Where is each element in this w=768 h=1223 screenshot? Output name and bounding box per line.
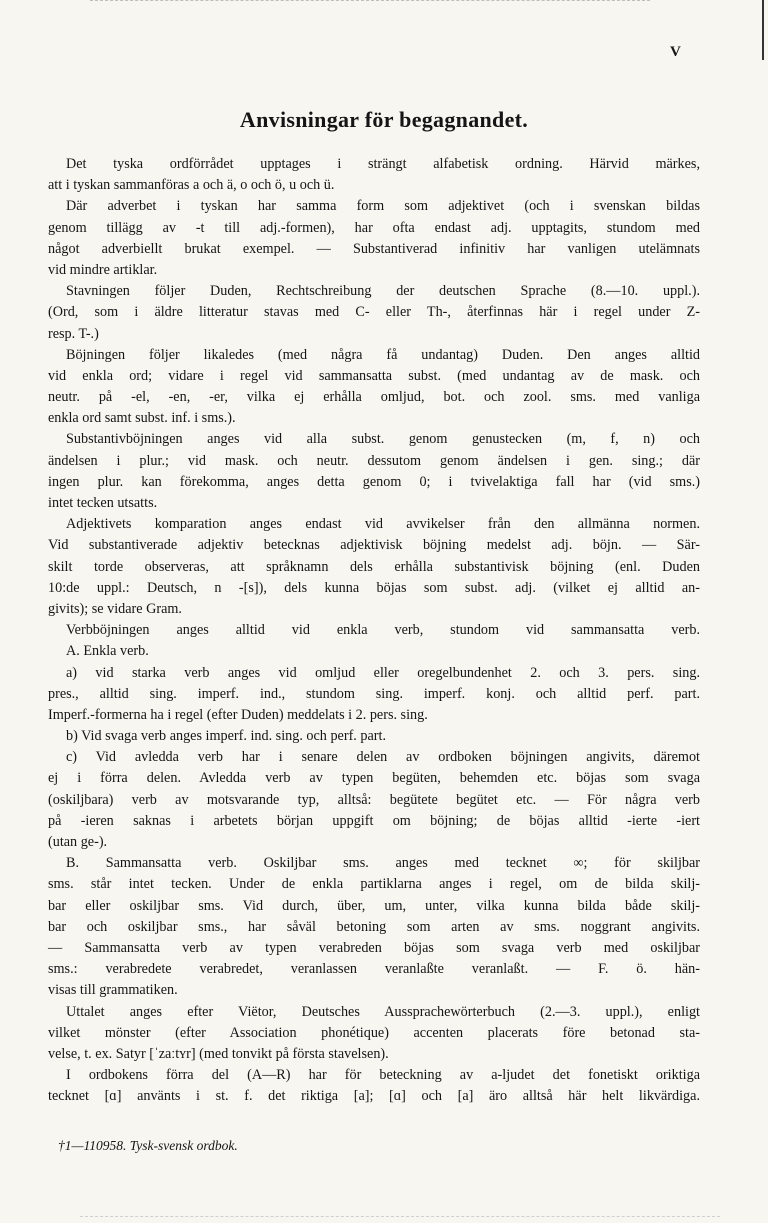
scan-edge-right (762, 0, 768, 60)
text-line: intet tecken utsatts. (48, 495, 158, 511)
text-line: Stavningen följer Duden, Rechtschreibung der deutschen Sprache (8.—10. uppl.). (66, 283, 700, 300)
text-line: ändelsen i plur.; vid mask. och neutr. dessutom genom ändelsen i gen. sing.; där (48, 452, 700, 469)
text-line: A. Enkla verb. (66, 643, 149, 660)
text-line: att i tyskan sammanföras a och ä, o och ö, u och ü. (48, 177, 335, 194)
scan-edge-bottom (80, 1216, 720, 1219)
text-line: (utan ge-). (48, 834, 108, 850)
text-line: pres., alltid sing. imperf. ind., stundom sing. imperf. konj. och alltid perf. part. (48, 685, 700, 702)
page-number: V (670, 44, 681, 60)
text-line: sms. står intet tecken. Under de enkla partiklarna anges i regel, om de bilda skilj- (48, 876, 700, 893)
print-signature: †1—110958. Tysk-svensk ordbok. (58, 1138, 238, 1153)
text-line: tecknet [ɑ] använts i st. f. det riktiga [a]; [ɑ] och [a] äro alltså här helt likvärdiga. (48, 1088, 700, 1105)
text-line: på -ieren saknas i arbetets början uppgift om böjning; de böjas alltid -ierte -iert (48, 812, 700, 829)
text-line: sms.: verabredete verabredet, veranlassen veranlaßte veranlaßt. — F. ö. hän- (48, 961, 700, 978)
text-line: bar och oskiljbar sms., har såväl betoning som arten av sms. noggrant angivits. (48, 918, 700, 935)
text-line: skilt torde observeras, att språknamn dels erhålla substantivisk böjning (enl. Duden (48, 558, 700, 575)
text-line: vid enkla ord; vidare i regel vid sammansatta subst. (med undantag av de mask. och (48, 367, 700, 384)
text-line: Vid substantiverade adjektiv betecknas adjektivisk böjning medelst adj. böjn. — Sär- (48, 537, 700, 554)
text-line: Adjektivets komparation anges endast vid avvikelser från den allmänna normen. (66, 516, 700, 533)
text-line: B. Sammansatta verb. Oskiljbar sms. anges med tecknet ∞; för skiljbar (66, 855, 700, 872)
text-line: enkla ord samt subst. inf. i sms.). (48, 410, 236, 427)
text-line: neutr. på -el, -en, -er, vilka ej erhålla omljud, bot. och zool. sms. med vanliga (48, 389, 700, 406)
text-line: Uttalet anges efter Viëtor, Deutsches Aussprachewörterbuch (2.—3. uppl.), enligt (66, 1003, 700, 1020)
text-line: genom tillägg av -t till adj.-formen), har ofta endast adj. upptagits, stundom med (48, 219, 700, 236)
text-line: 10:de uppl.: Deutsch, n -[s]), dels kunna böjas som subst. adj. (vilket ej alltid an- (48, 579, 700, 596)
text-line: något adverbiellt brukat exempel. — Substantiverad infinitiv har vanligen utelämnats (48, 240, 700, 257)
text-line: (Ord, som i äldre litteratur stavas med C- eller Th-, återfinnas här i regel under Z- (48, 304, 700, 321)
text-line: vilket mönster (efter Association phonétique) accenten placerats före betonad sta- (48, 1024, 700, 1041)
text-line: ingen plur. kan förekomma, anges detta genom 0; i tvivelaktiga fall har (vid sms.) (48, 473, 700, 490)
text-line: b) Vid svaga verb anges imperf. ind. sing. och perf. part. (66, 728, 386, 745)
text-line: a) vid starka verb anges vid omljud eller oregelbundenhet 2. och 3. pers. sing. (66, 664, 700, 681)
text-line: Imperf.-formerna ha i regel (efter Duden) meddelats i 2. pers. sing. (48, 706, 428, 723)
text-line: I ordbokens förra del (A—R) har för beteckning av a-ljudet det fonetiskt oriktiga (66, 1067, 700, 1084)
text-line: Verbböjningen anges alltid vid enkla verb, stundom vid sammansatta verb. (66, 622, 700, 639)
page-title: Anvisningar för begagnandet. (239, 107, 529, 132)
text-line: bar eller oskiljbar sms. Vid durch, über, um, unter, vilka kunna bilda både skilj- (48, 897, 700, 914)
body-text (48, 154, 700, 1107)
text-line: ej i förra delen. Avledda verb av typen begüten, behemden etc. böjas som svaga (48, 770, 700, 787)
text-line: visas till grammatiken. (48, 982, 178, 999)
text-line: Det tyska ordförrådet upptages i strängt alfabetisk ordning. Härvid märkes, (66, 156, 700, 172)
text-line: vid mindre artiklar. (48, 261, 158, 278)
text-line: Substantivböjningen anges vid alla subst. genom genustecken (m, f, n) och (66, 431, 700, 448)
text-line: — Sammansatta verb av typen verabreden böjas som svaga verb med oskiljbar (48, 939, 700, 956)
text-line: Böjningen följer likaledes (med några få undantag) Duden. Den anges alltid (66, 346, 700, 363)
text-line: c) Vid avledda verb har i senare delen av ordboken böjningen angivits, däremot (66, 749, 700, 766)
text-line: (oskiljbara) verb av motsvarande typ, alltså: begütete begütet etc. — För några verb (48, 791, 700, 808)
scan-edge-top (90, 0, 650, 5)
text-line: givits); se vidare Gram. (48, 600, 182, 617)
text-line: resp. T-.) (48, 325, 99, 342)
text-line: Där adverbet i tyskan har samma form som adjektivet (och i svenskan bildas (66, 198, 700, 215)
text-line: velse, t. ex. Satyr [ˈzaːtʏr] (med tonvikt på första stavelsen). (48, 1045, 389, 1062)
